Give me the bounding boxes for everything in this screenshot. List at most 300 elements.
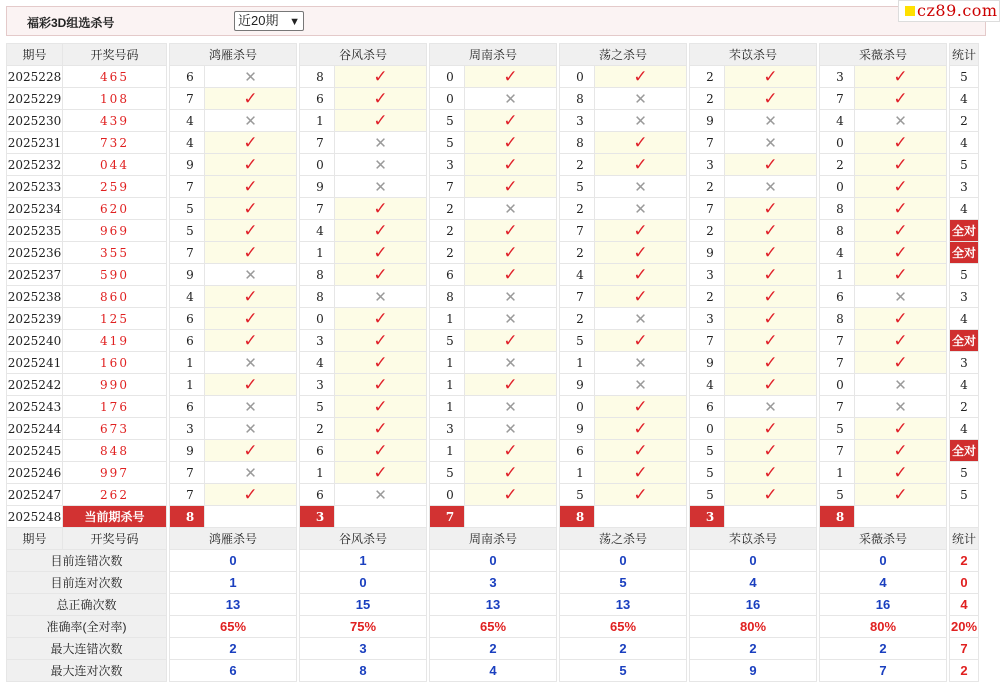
correct-mark-cell bbox=[595, 396, 687, 418]
check-icon: ✓ bbox=[373, 462, 388, 483]
stat-cell: 5 bbox=[950, 484, 979, 506]
summary-value: 1 bbox=[300, 550, 427, 572]
summary-label: 目前连对次数 bbox=[7, 572, 167, 594]
draw-number-cell: 044 bbox=[63, 154, 167, 176]
header-period: 期号 bbox=[7, 528, 63, 550]
check-icon: ✓ bbox=[503, 110, 518, 131]
check-icon: ✓ bbox=[763, 352, 778, 373]
period-range-select[interactable] bbox=[234, 11, 304, 31]
kill-number-cell: 1 bbox=[430, 396, 465, 418]
correct-mark-cell bbox=[465, 154, 557, 176]
kill-number-cell: 8 bbox=[820, 308, 855, 330]
summary-row bbox=[7, 660, 979, 682]
kill-number-cell: 3 bbox=[430, 418, 465, 440]
cross-icon: ✕ bbox=[504, 397, 517, 416]
stat-cell: 3 bbox=[950, 286, 979, 308]
draw-number-cell: 732 bbox=[63, 132, 167, 154]
check-icon: ✓ bbox=[633, 66, 648, 87]
kill-number-cell: 8 bbox=[300, 66, 335, 88]
wrong-mark-cell bbox=[335, 154, 427, 176]
summary-value: 65% bbox=[170, 616, 297, 638]
kill-number-cell: 7 bbox=[300, 198, 335, 220]
correct-mark-cell bbox=[855, 198, 947, 220]
kill-number-cell: 5 bbox=[560, 330, 595, 352]
correct-mark-cell bbox=[855, 176, 947, 198]
check-icon: ✓ bbox=[503, 220, 518, 241]
header-expert: 采薇杀号 bbox=[820, 528, 947, 550]
wrong-mark-cell bbox=[205, 418, 297, 440]
kill-number-cell: 2 bbox=[560, 198, 595, 220]
site-logo[interactable] bbox=[898, 0, 1000, 22]
correct-mark-cell bbox=[335, 242, 427, 264]
correct-mark-cell bbox=[855, 242, 947, 264]
empty-cell bbox=[950, 506, 979, 528]
check-icon: ✓ bbox=[373, 220, 388, 241]
kill-number-cell: 2 bbox=[690, 220, 725, 242]
kill-number-cell: 6 bbox=[170, 330, 205, 352]
summary-value: 4 bbox=[690, 572, 817, 594]
stat-cell: 2 bbox=[950, 396, 979, 418]
kill-number-cell: 2 bbox=[690, 88, 725, 110]
period-cell: 2025240 bbox=[7, 330, 63, 352]
check-icon: ✓ bbox=[633, 132, 648, 153]
header-expert: 芣苡杀号 bbox=[690, 44, 817, 66]
correct-mark-cell bbox=[725, 154, 817, 176]
kill-number-cell: 2 bbox=[430, 242, 465, 264]
empty-cell bbox=[595, 506, 687, 528]
check-icon: ✓ bbox=[763, 308, 778, 329]
draw-number-cell: 990 bbox=[63, 374, 167, 396]
kill-number-cell: 1 bbox=[820, 264, 855, 286]
table-row bbox=[7, 176, 979, 198]
cross-icon: ✕ bbox=[504, 199, 517, 218]
kill-number-cell: 6 bbox=[300, 88, 335, 110]
correct-mark-cell bbox=[205, 220, 297, 242]
kill-number-cell: 8 bbox=[820, 198, 855, 220]
kill-number-cell: 1 bbox=[430, 374, 465, 396]
draw-number-cell: 160 bbox=[63, 352, 167, 374]
check-icon: ✓ bbox=[503, 242, 518, 263]
kill-number-cell: 7 bbox=[430, 176, 465, 198]
cross-icon: ✕ bbox=[764, 111, 777, 130]
check-icon: ✓ bbox=[373, 308, 388, 329]
wrong-mark-cell bbox=[465, 286, 557, 308]
wrong-mark-cell bbox=[335, 132, 427, 154]
summary-value: 0 bbox=[820, 550, 947, 572]
kill-number-cell: 1 bbox=[820, 462, 855, 484]
correct-mark-cell bbox=[465, 264, 557, 286]
check-icon: ✓ bbox=[633, 418, 648, 439]
period-cell: 2025231 bbox=[7, 132, 63, 154]
kill-number-cell: 9 bbox=[690, 352, 725, 374]
all-correct-badge: 全对 bbox=[950, 220, 979, 242]
kill-number-cell: 2 bbox=[430, 220, 465, 242]
correct-mark-cell bbox=[725, 220, 817, 242]
wrong-mark-cell bbox=[595, 110, 687, 132]
wrong-mark-cell bbox=[335, 176, 427, 198]
kill-number-cell: 4 bbox=[690, 374, 725, 396]
kill-number-cell: 3 bbox=[430, 154, 465, 176]
correct-mark-cell bbox=[335, 440, 427, 462]
empty-cell bbox=[855, 506, 947, 528]
stat-cell: 4 bbox=[950, 88, 979, 110]
cross-icon: ✕ bbox=[764, 397, 777, 416]
period-cell: 2025234 bbox=[7, 198, 63, 220]
check-icon: ✓ bbox=[633, 154, 648, 175]
kill-number-cell: 0 bbox=[300, 154, 335, 176]
current-period-cell: 2025248 bbox=[7, 506, 63, 528]
kill-number-cell: 5 bbox=[430, 330, 465, 352]
correct-mark-cell bbox=[205, 154, 297, 176]
empty-cell bbox=[725, 506, 817, 528]
summary-value: 13 bbox=[430, 594, 557, 616]
summary-row bbox=[7, 572, 979, 594]
header-stats: 统计 bbox=[950, 528, 979, 550]
kill-number-cell: 7 bbox=[170, 484, 205, 506]
cross-icon: ✕ bbox=[374, 287, 387, 306]
wrong-mark-cell bbox=[205, 462, 297, 484]
period-cell: 2025237 bbox=[7, 264, 63, 286]
correct-mark-cell bbox=[335, 418, 427, 440]
stat-cell: 4 bbox=[950, 308, 979, 330]
check-icon: ✓ bbox=[633, 462, 648, 483]
cross-icon: ✕ bbox=[374, 177, 387, 196]
kill-number-cell: 2 bbox=[300, 418, 335, 440]
current-kill-label: 当前期杀号 bbox=[63, 506, 167, 528]
check-icon: ✓ bbox=[373, 66, 388, 87]
draw-number-cell: 848 bbox=[63, 440, 167, 462]
correct-mark-cell bbox=[335, 396, 427, 418]
kill-number-cell: 7 bbox=[300, 132, 335, 154]
kill-number-cell: 3 bbox=[300, 330, 335, 352]
correct-mark-cell bbox=[855, 220, 947, 242]
period-cell: 2025233 bbox=[7, 176, 63, 198]
correct-mark-cell bbox=[335, 308, 427, 330]
wrong-mark-cell bbox=[465, 88, 557, 110]
draw-number-cell: 108 bbox=[63, 88, 167, 110]
correct-mark-cell bbox=[335, 110, 427, 132]
kill-number-cell: 0 bbox=[430, 66, 465, 88]
summary-stat-value: 0 bbox=[950, 572, 979, 594]
table-row bbox=[7, 88, 979, 110]
kill-number-cell: 6 bbox=[690, 396, 725, 418]
kill-number-cell: 8 bbox=[300, 264, 335, 286]
check-icon: ✓ bbox=[893, 418, 908, 439]
summary-row bbox=[7, 616, 979, 638]
wrong-mark-cell bbox=[595, 352, 687, 374]
check-icon: ✓ bbox=[373, 264, 388, 285]
kill-number-cell: 4 bbox=[170, 132, 205, 154]
summary-row bbox=[7, 594, 979, 616]
correct-mark-cell bbox=[335, 88, 427, 110]
summary-row bbox=[7, 638, 979, 660]
summary-value: 16 bbox=[820, 594, 947, 616]
kill-number-cell: 7 bbox=[690, 132, 725, 154]
check-icon: ✓ bbox=[763, 198, 778, 219]
kill-number-cell: 1 bbox=[430, 352, 465, 374]
kill-number-cell: 6 bbox=[560, 440, 595, 462]
correct-mark-cell bbox=[855, 66, 947, 88]
header-bar bbox=[6, 6, 986, 36]
correct-mark-cell bbox=[205, 286, 297, 308]
correct-mark-cell bbox=[855, 88, 947, 110]
kill-number-cell: 0 bbox=[560, 66, 595, 88]
summary-value: 0 bbox=[690, 550, 817, 572]
all-correct-badge: 全对 bbox=[950, 440, 979, 462]
wrong-mark-cell bbox=[205, 66, 297, 88]
correct-mark-cell bbox=[465, 242, 557, 264]
kill-number-cell: 5 bbox=[170, 198, 205, 220]
correct-mark-cell bbox=[595, 286, 687, 308]
current-kill-number: 8 bbox=[170, 506, 205, 528]
cross-icon: ✕ bbox=[634, 89, 647, 108]
cross-icon: ✕ bbox=[504, 89, 517, 108]
kill-number-cell: 3 bbox=[820, 66, 855, 88]
wrong-mark-cell bbox=[595, 176, 687, 198]
kill-number-cell: 8 bbox=[300, 286, 335, 308]
table-row bbox=[7, 286, 979, 308]
correct-mark-cell bbox=[595, 264, 687, 286]
summary-value: 5 bbox=[560, 572, 687, 594]
check-icon: ✓ bbox=[893, 264, 908, 285]
check-icon: ✓ bbox=[893, 176, 908, 197]
kill-number-cell: 7 bbox=[170, 462, 205, 484]
correct-mark-cell bbox=[725, 308, 817, 330]
check-icon: ✓ bbox=[373, 198, 388, 219]
kill-number-cell: 1 bbox=[560, 462, 595, 484]
cross-icon: ✕ bbox=[244, 353, 257, 372]
cross-icon: ✕ bbox=[894, 111, 907, 130]
correct-mark-cell bbox=[725, 66, 817, 88]
table-row bbox=[7, 440, 979, 462]
correct-mark-cell bbox=[855, 330, 947, 352]
check-icon: ✓ bbox=[633, 242, 648, 263]
kill-number-cell: 2 bbox=[690, 286, 725, 308]
kill-number-cell: 0 bbox=[430, 484, 465, 506]
correct-mark-cell bbox=[205, 374, 297, 396]
correct-mark-cell bbox=[205, 242, 297, 264]
kill-number-cell: 1 bbox=[170, 352, 205, 374]
check-icon: ✓ bbox=[763, 286, 778, 307]
kill-number-cell: 4 bbox=[300, 352, 335, 374]
summary-value: 8 bbox=[300, 660, 427, 682]
check-icon: ✓ bbox=[763, 220, 778, 241]
correct-mark-cell bbox=[205, 440, 297, 462]
correct-mark-cell bbox=[595, 484, 687, 506]
logo-square-icon bbox=[905, 6, 915, 16]
summary-label: 最大连错次数 bbox=[7, 638, 167, 660]
draw-number-cell: 355 bbox=[63, 242, 167, 264]
kill-number-cell: 1 bbox=[430, 440, 465, 462]
header-stats: 统计 bbox=[950, 44, 979, 66]
wrong-mark-cell bbox=[855, 286, 947, 308]
cross-icon: ✕ bbox=[894, 397, 907, 416]
draw-number-cell: 465 bbox=[63, 66, 167, 88]
check-icon: ✓ bbox=[373, 242, 388, 263]
check-icon: ✓ bbox=[373, 440, 388, 461]
check-icon: ✓ bbox=[893, 132, 908, 153]
kill-number-cell: 8 bbox=[820, 220, 855, 242]
correct-mark-cell bbox=[595, 462, 687, 484]
check-icon: ✓ bbox=[893, 308, 908, 329]
summary-value: 7 bbox=[820, 660, 947, 682]
check-icon: ✓ bbox=[893, 352, 908, 373]
check-icon: ✓ bbox=[373, 330, 388, 351]
header-expert: 采薇杀号 bbox=[820, 44, 947, 66]
summary-label: 目前连错次数 bbox=[7, 550, 167, 572]
kill-number-cell: 7 bbox=[560, 286, 595, 308]
cross-icon: ✕ bbox=[504, 419, 517, 438]
correct-mark-cell bbox=[725, 286, 817, 308]
summary-value: 9 bbox=[690, 660, 817, 682]
period-cell: 2025229 bbox=[7, 88, 63, 110]
wrong-mark-cell bbox=[725, 396, 817, 418]
check-icon: ✓ bbox=[763, 484, 778, 505]
period-cell: 2025246 bbox=[7, 462, 63, 484]
check-icon: ✓ bbox=[893, 154, 908, 175]
check-icon: ✓ bbox=[243, 484, 258, 505]
correct-mark-cell bbox=[335, 330, 427, 352]
kill-number-cell: 0 bbox=[300, 308, 335, 330]
correct-mark-cell bbox=[595, 132, 687, 154]
period-cell: 2025239 bbox=[7, 308, 63, 330]
period-cell: 2025247 bbox=[7, 484, 63, 506]
correct-mark-cell bbox=[205, 308, 297, 330]
kill-number-cell: 8 bbox=[430, 286, 465, 308]
header-expert: 谷风杀号 bbox=[300, 528, 427, 550]
header-draw: 开奖号码 bbox=[63, 44, 167, 66]
kill-number-cell: 6 bbox=[300, 484, 335, 506]
correct-mark-cell bbox=[465, 176, 557, 198]
kill-number-cell: 5 bbox=[820, 418, 855, 440]
kill-number-cell: 7 bbox=[170, 242, 205, 264]
summary-label: 最大连对次数 bbox=[7, 660, 167, 682]
kill-number-cell: 3 bbox=[690, 264, 725, 286]
summary-value: 0 bbox=[300, 572, 427, 594]
kill-number-cell: 2 bbox=[690, 66, 725, 88]
kill-number-cell: 6 bbox=[430, 264, 465, 286]
kill-number-cell: 9 bbox=[170, 154, 205, 176]
correct-mark-cell bbox=[725, 242, 817, 264]
empty-cell bbox=[335, 506, 427, 528]
wrong-mark-cell bbox=[595, 88, 687, 110]
wrong-mark-cell bbox=[205, 110, 297, 132]
summary-value: 4 bbox=[430, 660, 557, 682]
cross-icon: ✕ bbox=[764, 133, 777, 152]
kill-number-cell: 4 bbox=[300, 220, 335, 242]
check-icon: ✓ bbox=[503, 132, 518, 153]
table-row bbox=[7, 110, 979, 132]
correct-mark-cell bbox=[465, 440, 557, 462]
kill-number-cell: 5 bbox=[690, 484, 725, 506]
check-icon: ✓ bbox=[763, 154, 778, 175]
correct-mark-cell bbox=[855, 132, 947, 154]
kill-number-cell: 9 bbox=[690, 110, 725, 132]
stat-cell: 4 bbox=[950, 198, 979, 220]
stat-cell: 5 bbox=[950, 462, 979, 484]
header-expert: 荡之杀号 bbox=[560, 44, 687, 66]
summary-value: 0 bbox=[430, 550, 557, 572]
check-icon: ✓ bbox=[893, 242, 908, 263]
correct-mark-cell bbox=[335, 352, 427, 374]
wrong-mark-cell bbox=[725, 176, 817, 198]
check-icon: ✓ bbox=[763, 330, 778, 351]
kill-number-cell: 9 bbox=[170, 264, 205, 286]
check-icon: ✓ bbox=[243, 176, 258, 197]
wrong-mark-cell bbox=[205, 396, 297, 418]
correct-mark-cell bbox=[855, 462, 947, 484]
summary-value: 0 bbox=[170, 550, 297, 572]
period-cell: 2025236 bbox=[7, 242, 63, 264]
kill-number-cell: 3 bbox=[560, 110, 595, 132]
check-icon: ✓ bbox=[893, 198, 908, 219]
kill-number-cell: 6 bbox=[170, 308, 205, 330]
check-icon: ✓ bbox=[763, 462, 778, 483]
check-icon: ✓ bbox=[763, 374, 778, 395]
header-row bbox=[7, 44, 979, 66]
header-draw: 开奖号码 bbox=[63, 528, 167, 550]
stat-cell: 4 bbox=[950, 418, 979, 440]
empty-cell bbox=[465, 506, 557, 528]
table-row bbox=[7, 220, 979, 242]
correct-mark-cell bbox=[465, 330, 557, 352]
correct-mark-cell bbox=[465, 110, 557, 132]
kill-number-cell: 7 bbox=[820, 88, 855, 110]
correct-mark-cell bbox=[335, 66, 427, 88]
summary-value: 4 bbox=[820, 572, 947, 594]
wrong-mark-cell bbox=[465, 308, 557, 330]
cross-icon: ✕ bbox=[244, 397, 257, 416]
period-cell: 2025230 bbox=[7, 110, 63, 132]
check-icon: ✓ bbox=[893, 484, 908, 505]
kill-number-cell: 5 bbox=[170, 220, 205, 242]
draw-number-cell: 620 bbox=[63, 198, 167, 220]
correct-mark-cell bbox=[465, 66, 557, 88]
wrong-mark-cell bbox=[855, 374, 947, 396]
kill-number-cell: 1 bbox=[430, 308, 465, 330]
correct-mark-cell bbox=[465, 484, 557, 506]
correct-mark-cell bbox=[725, 264, 817, 286]
wrong-mark-cell bbox=[465, 418, 557, 440]
kill-number-cell: 1 bbox=[560, 352, 595, 374]
check-icon: ✓ bbox=[243, 330, 258, 351]
check-icon: ✓ bbox=[633, 330, 648, 351]
summary-value: 65% bbox=[560, 616, 687, 638]
period-cell: 2025235 bbox=[7, 220, 63, 242]
table-row bbox=[7, 154, 979, 176]
draw-number-cell: 419 bbox=[63, 330, 167, 352]
kill-number-cell: 5 bbox=[560, 176, 595, 198]
summary-value: 15 bbox=[300, 594, 427, 616]
draw-number-cell: 125 bbox=[63, 308, 167, 330]
check-icon: ✓ bbox=[243, 154, 258, 175]
kill-number-cell: 2 bbox=[430, 198, 465, 220]
correct-mark-cell bbox=[725, 440, 817, 462]
check-icon: ✓ bbox=[633, 264, 648, 285]
kill-number-cell: 3 bbox=[300, 374, 335, 396]
correct-mark-cell bbox=[335, 374, 427, 396]
correct-mark-cell bbox=[855, 484, 947, 506]
correct-mark-cell bbox=[855, 352, 947, 374]
draw-number-cell: 176 bbox=[63, 396, 167, 418]
kill-number-cell: 1 bbox=[300, 110, 335, 132]
check-icon: ✓ bbox=[503, 374, 518, 395]
kill-number-cell: 5 bbox=[430, 132, 465, 154]
header-expert: 谷风杀号 bbox=[300, 44, 427, 66]
summary-value: 2 bbox=[560, 638, 687, 660]
correct-mark-cell bbox=[595, 220, 687, 242]
check-icon: ✓ bbox=[373, 88, 388, 109]
